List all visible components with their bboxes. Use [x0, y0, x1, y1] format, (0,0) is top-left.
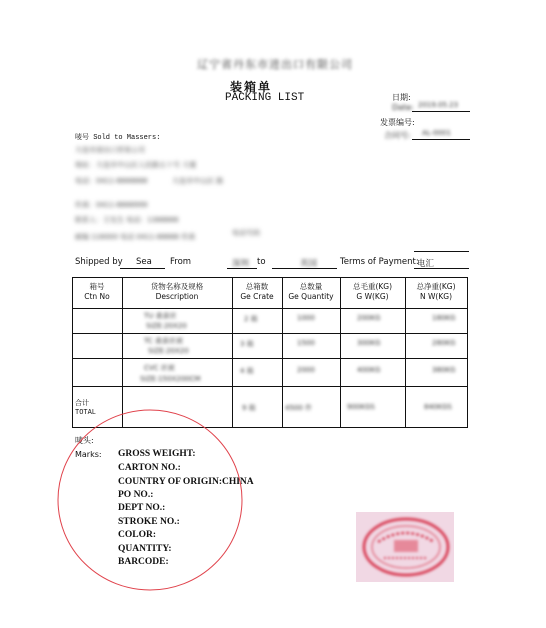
row2-qty: 1500 — [297, 339, 315, 347]
header-gross-weight-en: G W(KG) — [356, 292, 389, 301]
mark-po-no: PO NO.: — [118, 490, 154, 500]
payment-label: Terms of Payment: — [340, 257, 419, 267]
mark-stroke-no: STROKE NO.: — [118, 517, 180, 527]
mark-barcode: BARCODE: — [118, 557, 169, 567]
shipped-by-value: Sea — [136, 257, 152, 267]
header-quantity-cn: 总数量 — [299, 282, 323, 291]
header-quantity-en: Ge Quantity — [288, 292, 334, 301]
row3-desc2: SIZE:150X200CM — [140, 375, 201, 383]
to-label: to — [257, 257, 266, 267]
mark-quantity: QUANTITY: — [118, 544, 172, 554]
row3-qty: 2000 — [297, 366, 315, 374]
row1-desc2: SIZE:20X20 — [146, 322, 187, 330]
row3-nw: 380KG — [432, 366, 456, 374]
header-net-weight-en: N W(KG) — [420, 292, 452, 301]
row1-desc1: TU 桑蚕丝 — [144, 312, 177, 320]
header-ctn-no-en: Ctn No — [84, 292, 110, 301]
buyer-line-6: 邮编 116000 电话 0411-88888 传真 — [75, 233, 196, 241]
mark-dept-no: DEPT NO.: — [118, 503, 166, 513]
total-label-cn: 合计 — [75, 399, 89, 407]
row1-gw: 200KG — [357, 314, 381, 322]
invoice-label: 发票编号: — [380, 118, 415, 127]
date-label: 日期: — [392, 93, 411, 102]
buyer-line-5: 联系人：王先生 电话：1388888 — [75, 216, 179, 224]
ref-label: 合同号: — [384, 131, 411, 140]
mark-gross-weight: GROSS WEIGHT: — [118, 449, 196, 459]
company-name: 辽宁省丹东市进出口有限公司 — [197, 58, 353, 71]
ref-value: AL-0001 — [422, 129, 451, 137]
stamp-center — [394, 540, 418, 552]
row2-gw: 300KG — [357, 339, 381, 347]
date-sub-label: Date: — [392, 103, 414, 112]
document-title-en: PACKING LIST — [225, 92, 305, 104]
row2-desc2: SIZE:20X20 — [148, 347, 189, 355]
buyer-line-3: 电话：0411-8888888 — [75, 177, 148, 185]
mark-color: COLOR: — [118, 530, 156, 540]
row3-crate: 4 箱 — [240, 367, 254, 375]
row1-qty: 1000 — [297, 314, 315, 322]
payment-value: 电汇 — [417, 259, 435, 269]
date-value: 2019.05.23 — [418, 101, 459, 109]
buyer-line-1: 大连市进出口贸易公司 — [75, 146, 145, 154]
marks-label-cn: 唛头: — [75, 436, 94, 445]
to-value: 英国 — [300, 259, 318, 269]
header-ctn-no-cn: 箱号 — [89, 282, 105, 291]
shipped-by-label: Shipped by — [75, 257, 123, 267]
highlight-ellipse — [58, 410, 242, 590]
mark-carton-no: CARTON NO.: — [118, 463, 181, 473]
stamp-seal-icon — [356, 512, 454, 582]
row2-desc1: TC 桑蚕丝被 — [144, 337, 183, 345]
header-description-cn: 货物名称及规格 — [150, 282, 204, 291]
total-crate: 9 箱 — [242, 404, 256, 412]
header-crate-cn: 总箱数 — [245, 282, 269, 291]
header-net-weight-cn: 总净重(KG) — [416, 282, 456, 291]
row2-nw: 280KG — [432, 339, 456, 347]
total-gw: 900KGS — [347, 403, 375, 411]
total-qty: 4500 件 — [285, 404, 313, 412]
buyer-line-6b: 电话号码 — [232, 229, 260, 237]
row1-crate: 2 箱 — [244, 315, 258, 323]
buyer-line-2: 地址：大连市中山区人民路五十号 大厦 — [75, 161, 197, 169]
marks-label-en: Marks: — [75, 450, 102, 459]
total-label-en: TOTAL — [75, 409, 97, 417]
buyer-line-3b: 大连市中山区 路 — [172, 177, 224, 185]
row1-nw: 180KG — [432, 314, 456, 322]
sold-to-label: 唛号 Sold to Massers: — [75, 134, 161, 142]
header-description-en: Description — [155, 292, 199, 301]
company-stamp — [356, 512, 454, 582]
from-value: 深圳 — [232, 259, 250, 269]
from-label: From — [170, 257, 192, 267]
header-gross-weight-cn: 总毛重(KG) — [352, 282, 393, 291]
header-crate-en: Ge Crate — [240, 292, 274, 301]
total-nw: 840KGS — [424, 403, 452, 411]
row3-desc1: CVC 丝被 — [144, 364, 175, 372]
row3-gw: 400KG — [357, 366, 381, 374]
document-title-cn: 装箱单 — [230, 80, 273, 94]
row2-crate: 3 箱 — [240, 340, 254, 348]
buyer-line-4: 传真：0411-8888999 — [75, 201, 148, 209]
mark-country-of-origin: COUNTRY OF ORIGIN:CHINA — [118, 477, 254, 487]
